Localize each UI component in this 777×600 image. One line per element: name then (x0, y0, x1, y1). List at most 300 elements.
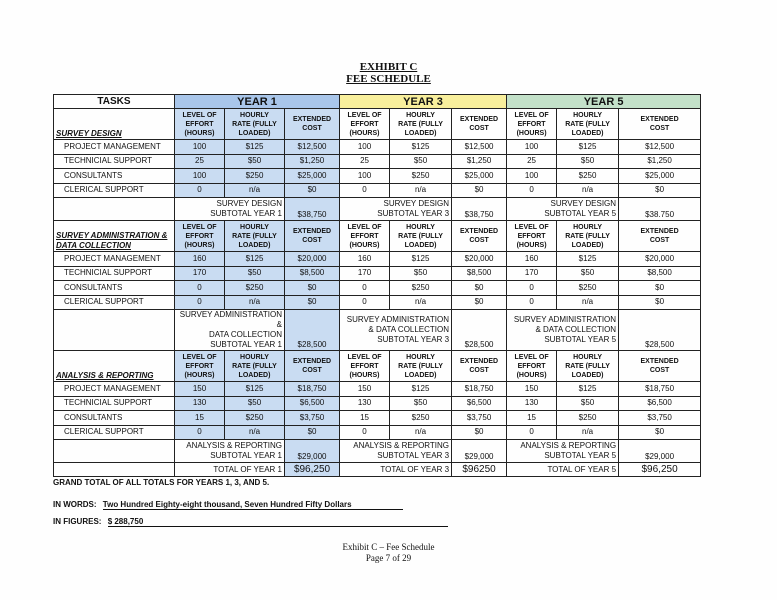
cost-cell: $3,750 (452, 411, 507, 426)
task-name: CLERICAL SUPPORT (54, 183, 175, 198)
task-name: TECHNICIAL SUPPORT (54, 266, 175, 281)
cost-cell: $20,000 (285, 252, 340, 267)
table-row (54, 295, 701, 310)
rate-cell: n/a (557, 295, 619, 310)
hours-cell: 100 (507, 169, 557, 184)
subtotal-value: $29,000 (452, 440, 507, 463)
rate-cell: n/a (390, 295, 452, 310)
rate-header-line: RATE (FULLY (398, 362, 443, 370)
rate-header-line: RATE (FULLY (565, 362, 610, 370)
section-title (54, 351, 175, 382)
subtotal-label (507, 440, 619, 463)
cost-cell: $0 (285, 183, 340, 198)
cost-cell: $25,000 (452, 169, 507, 184)
section-title-line: SURVEY ADMINISTRATION & (56, 231, 168, 240)
rate-cell: $50 (390, 396, 452, 411)
effort-header-line: (HOURS) (516, 241, 547, 249)
table-row (54, 382, 701, 397)
task-name: PROJECT MANAGEMENT (54, 140, 175, 155)
cost-header-line: COST (469, 125, 489, 132)
table-row (54, 281, 701, 296)
cost-header-line: EXTENDED (640, 116, 679, 123)
subtotal-label-line: SUBTOTAL YEAR 5 (544, 451, 617, 460)
cost-cell: $0 (285, 281, 340, 296)
cost-column-header (452, 109, 507, 140)
cost-cell: $12,500 (452, 140, 507, 155)
subtotal-label-line: SUBTOTAL YEAR 1 (210, 451, 282, 460)
rate-cell: $250 (557, 169, 619, 184)
subtotal-spacer (54, 310, 175, 351)
cost-cell: $0 (452, 281, 507, 296)
in-figures-value: $ 288,750 (108, 517, 448, 527)
rate-cell: $50 (225, 396, 285, 411)
hours-cell: 0 (340, 183, 390, 198)
cost-cell: $6,500 (285, 396, 340, 411)
cost-header-line: EXTENDED (292, 116, 332, 123)
task-name: PROJECT MANAGEMENT (54, 252, 175, 267)
effort-header-line: LEVEL OF (514, 223, 549, 231)
cost-cell: $25,000 (619, 169, 701, 184)
rate-cell: $125 (557, 140, 619, 155)
effort-header-line: LEVEL OF (514, 353, 549, 361)
column-header-row (54, 221, 701, 252)
cost-cell: $3,750 (619, 411, 701, 426)
rate-column-header (225, 109, 285, 140)
hours-cell: 100 (507, 140, 557, 155)
hours-cell: 170 (175, 266, 225, 281)
year-header-row (54, 95, 701, 109)
rate-cell: $125 (225, 140, 285, 155)
hours-cell: 0 (507, 183, 557, 198)
hours-cell: 100 (340, 140, 390, 155)
rate-header-line: LOADED) (404, 129, 437, 137)
effort-header-line: (HOURS) (184, 241, 215, 249)
effort-header-line: LEVEL OF (182, 353, 217, 361)
rate-header-line: RATE (FULLY (232, 362, 277, 370)
rate-cell: $250 (390, 411, 452, 426)
rate-column-header (225, 351, 285, 382)
effort-column-header (175, 351, 225, 382)
table-row (54, 266, 701, 281)
rate-header-line: LOADED) (571, 241, 604, 249)
exhibit-title: EXHIBIT C (359, 61, 418, 73)
cost-cell: $8,500 (452, 266, 507, 281)
subtotal-value: $38,750 (285, 198, 340, 221)
hours-cell: 100 (175, 169, 225, 184)
hours-cell: 0 (175, 425, 225, 440)
effort-header-line: (HOURS) (349, 241, 380, 249)
hours-cell: 160 (175, 252, 225, 267)
subtotal-label (175, 440, 285, 463)
rate-header-line: RATE (FULLY (398, 120, 443, 128)
hours-cell: 15 (175, 411, 225, 426)
effort-header-line: EFFORT (350, 362, 379, 370)
rate-header-line: LOADED) (404, 371, 437, 379)
cost-cell: $25,000 (285, 169, 340, 184)
task-name: CLERICAL SUPPORT (54, 425, 175, 440)
cost-column-header (452, 351, 507, 382)
effort-column-header (507, 221, 557, 252)
rate-header-line: LOADED) (404, 241, 437, 249)
task-name: CONSULTANTS (54, 411, 175, 426)
year-total-value: $96,250 (285, 463, 340, 477)
subtotal-spacer (54, 198, 175, 221)
fee-schedule-subtitle: FEE SCHEDULE (346, 73, 431, 85)
rate-cell: n/a (390, 183, 452, 198)
cost-cell: $8,500 (619, 266, 701, 281)
hours-cell: 25 (507, 154, 557, 169)
rate-header-line: HOURLY (406, 353, 435, 361)
effort-column-header (175, 109, 225, 140)
effort-header-line: (HOURS) (184, 371, 215, 379)
effort-header-line: (HOURS) (349, 371, 380, 379)
cost-cell: $0 (452, 425, 507, 440)
rate-cell: $125 (390, 252, 452, 267)
year-header-5: YEAR 5 (507, 95, 701, 109)
subtotal-value: $29,000 (619, 440, 701, 463)
task-name: CONSULTANTS (54, 169, 175, 184)
subtotal-value: $28,500 (452, 310, 507, 351)
effort-header-line: LEVEL OF (347, 223, 382, 231)
subtotal-label-line: SUBTOTAL YEAR 3 (377, 451, 450, 460)
effort-header-line: EFFORT (350, 232, 379, 240)
subtotal-label-line: SUBTOTAL YEAR 1 (210, 340, 282, 349)
section-title (54, 221, 175, 252)
rate-column-header (557, 109, 619, 140)
section-title-line: SURVEY DESIGN (56, 129, 122, 138)
year-total-label: TOTAL OF YEAR 1 (175, 463, 285, 477)
hours-cell: 0 (175, 295, 225, 310)
table-row (54, 140, 701, 155)
cost-cell: $20,000 (452, 252, 507, 267)
effort-header-line: LEVEL OF (514, 111, 549, 119)
cost-header-line: COST (649, 125, 670, 132)
hours-cell: 15 (507, 411, 557, 426)
subtotal-label-line: & DATA COLLECTION (535, 325, 617, 334)
effort-header-line: LEVEL OF (182, 223, 217, 231)
hours-cell: 160 (340, 252, 390, 267)
effort-header-line: EFFORT (517, 232, 546, 240)
rate-header-line: HOURLY (240, 223, 269, 231)
rate-header-line: RATE (FULLY (565, 232, 610, 240)
rate-header-line: LOADED) (571, 371, 604, 379)
cost-cell: $0 (619, 295, 701, 310)
subtotal-label-line: SURVEY ADMINISTRATION (346, 315, 450, 324)
subtotal-label-line: SURVEY DESIGN (216, 199, 282, 208)
effort-column-header (507, 109, 557, 140)
subtotal-row (54, 440, 701, 463)
table-row (54, 425, 701, 440)
hours-cell: 100 (340, 169, 390, 184)
task-name: TECHNICIAL SUPPORT (54, 396, 175, 411)
rate-cell: n/a (557, 183, 619, 198)
rate-header-line: LOADED) (238, 241, 271, 249)
year-total-value: $96,250 (619, 463, 701, 477)
cost-column-header (619, 351, 701, 382)
section-title (54, 109, 175, 140)
effort-column-header (507, 351, 557, 382)
tasks-header: TASKS (54, 95, 175, 109)
rate-header-line: RATE (FULLY (232, 232, 277, 240)
rate-header-line: RATE (FULLY (398, 232, 443, 240)
effort-header-line: EFFORT (517, 362, 546, 370)
effort-header-line: EFFORT (185, 120, 214, 128)
hours-cell: 170 (340, 266, 390, 281)
rate-cell: $250 (390, 281, 452, 296)
effort-header-line: LEVEL OF (182, 111, 217, 119)
rate-cell: $50 (390, 266, 452, 281)
hours-cell: 0 (175, 281, 225, 296)
rate-cell: n/a (557, 425, 619, 440)
rate-cell: $125 (225, 382, 285, 397)
year-header-1: YEAR 1 (175, 95, 340, 109)
hours-cell: 0 (507, 281, 557, 296)
subtotal-row (54, 198, 701, 221)
hours-cell: 0 (507, 295, 557, 310)
hours-cell: 130 (507, 396, 557, 411)
subtotal-label-line: SUBTOTAL YEAR 5 (544, 209, 617, 218)
rate-header-line: HOURLY (406, 223, 435, 231)
cost-header-line: EXTENDED (292, 228, 332, 235)
effort-column-header (340, 109, 390, 140)
cost-cell: $0 (619, 281, 701, 296)
grand-total-label: GRAND TOTAL OF ALL TOTALS FOR YEARS 1, 3, AND 5. (53, 478, 270, 487)
hours-cell: 150 (507, 382, 557, 397)
subtotal-label (340, 440, 452, 463)
cost-header-line: EXTENDED (640, 228, 679, 235)
subtotal-label (175, 310, 285, 351)
cost-cell: $0 (285, 425, 340, 440)
rate-column-header (225, 221, 285, 252)
rate-cell: $125 (390, 382, 452, 397)
footer-page-number: Page 7 of 29 (365, 553, 412, 563)
rate-cell: $250 (225, 281, 285, 296)
cost-cell: $0 (285, 295, 340, 310)
rate-cell: $50 (557, 396, 619, 411)
cost-column-header (285, 221, 340, 252)
rate-cell: $250 (557, 411, 619, 426)
rate-cell: $250 (390, 169, 452, 184)
cost-header-line: EXTENDED (459, 228, 499, 235)
rate-cell: $50 (225, 266, 285, 281)
cost-cell: $8,500 (285, 266, 340, 281)
cost-column-header (285, 109, 340, 140)
effort-header-line: EFFORT (185, 362, 214, 370)
cost-cell: $18,750 (619, 382, 701, 397)
rate-header-line: LOADED) (238, 129, 271, 137)
table-row (54, 252, 701, 267)
rate-cell: $250 (557, 281, 619, 296)
rate-column-header (390, 221, 452, 252)
cost-header-line: COST (469, 237, 489, 244)
effort-column-header (175, 221, 225, 252)
hours-cell: 0 (507, 425, 557, 440)
cost-cell: $12,500 (619, 140, 701, 155)
rate-header-line: LOADED) (571, 129, 604, 137)
subtotal-label (507, 310, 619, 351)
table-row (54, 396, 701, 411)
rate-header-line: LOADED) (238, 371, 271, 379)
hours-cell: 160 (507, 252, 557, 267)
effort-header-line: (HOURS) (349, 129, 380, 137)
task-name: CONSULTANTS (54, 281, 175, 296)
cost-cell: $6,500 (619, 396, 701, 411)
hours-cell: 0 (340, 425, 390, 440)
subtotal-label-line: SUBTOTAL YEAR 3 (377, 335, 450, 344)
cost-cell: $6,500 (452, 396, 507, 411)
rate-header-line: HOURLY (573, 223, 603, 231)
subtotal-value: $28,500 (285, 310, 340, 351)
table-row (54, 169, 701, 184)
hours-cell: 0 (175, 183, 225, 198)
rate-header-line: HOURLY (240, 111, 269, 119)
cost-header-line: COST (302, 125, 322, 132)
hours-cell: 150 (175, 382, 225, 397)
effort-column-header (340, 221, 390, 252)
subtotal-label (507, 198, 619, 221)
year-total-label: TOTAL OF YEAR 5 (507, 463, 619, 477)
hours-cell: 150 (340, 382, 390, 397)
rate-column-header (390, 351, 452, 382)
rate-cell: $50 (557, 154, 619, 169)
cost-cell: $18,750 (452, 382, 507, 397)
subtotal-label (340, 310, 452, 351)
column-header-row (54, 351, 701, 382)
subtotal-label-line: ANALYSIS & REPORTING (520, 441, 617, 450)
effort-header-line: (HOURS) (184, 129, 215, 137)
cost-header-line: COST (302, 367, 322, 374)
subtotal-label-line: DATA COLLECTION (208, 330, 282, 339)
effort-header-line: LEVEL OF (347, 353, 382, 361)
column-header-row (54, 109, 701, 140)
hours-cell: 170 (507, 266, 557, 281)
subtotal-label (340, 198, 452, 221)
cost-header-line: COST (302, 237, 322, 244)
table-row (54, 183, 701, 198)
section-title-line: ANALYSIS & REPORTING (56, 371, 154, 380)
cost-cell: $0 (619, 183, 701, 198)
cost-column-header (285, 351, 340, 382)
rate-cell: n/a (225, 295, 285, 310)
total-spacer (54, 463, 175, 477)
year-header-3: YEAR 3 (340, 95, 507, 109)
rate-header-line: HOURLY (240, 353, 269, 361)
cost-cell: $12,500 (285, 140, 340, 155)
subtotal-value: $38,750 (452, 198, 507, 221)
subtotal-value: $29,000 (285, 440, 340, 463)
table-row (54, 154, 701, 169)
in-figures-label: IN FIGURES: (53, 517, 102, 526)
effort-header-line: EFFORT (350, 120, 379, 128)
year-total-label: TOTAL OF YEAR 3 (340, 463, 452, 477)
rate-header-line: RATE (FULLY (232, 120, 277, 128)
total-row (54, 463, 701, 477)
subtotal-label-line: SURVEY DESIGN (550, 199, 617, 208)
task-name: TECHNICIAL SUPPORT (54, 154, 175, 169)
subtotal-label-line: ANALYSIS & REPORTING (353, 441, 450, 450)
cost-cell: $1,250 (452, 154, 507, 169)
rate-column-header (390, 109, 452, 140)
rate-column-header (557, 351, 619, 382)
year-total-value: $96250 (452, 463, 507, 477)
cost-cell: $20,000 (619, 252, 701, 267)
section-title-line: DATA COLLECTION (56, 241, 131, 250)
subtotal-label-line: & DATA COLLECTION (368, 325, 450, 334)
effort-header-line: (HOURS) (516, 371, 547, 379)
subtotal-label-line: ANALYSIS & REPORTING (186, 441, 282, 450)
cost-cell: $3,750 (285, 411, 340, 426)
cost-column-header (619, 221, 701, 252)
cost-header-line: EXTENDED (459, 116, 499, 123)
cost-cell: $18,750 (285, 382, 340, 397)
hours-cell: 25 (340, 154, 390, 169)
cost-header-line: COST (469, 367, 489, 374)
subtotal-label (175, 198, 285, 221)
effort-header-line: LEVEL OF (347, 111, 382, 119)
rate-header-line: HOURLY (573, 111, 603, 119)
effort-header-line: EFFORT (185, 232, 214, 240)
hours-cell: 25 (175, 154, 225, 169)
in-words-value: Two Hundred Eighty-eight thousand, Seven Hundred Fifty Dollars (103, 500, 403, 510)
cost-header-line: COST (649, 237, 670, 244)
hours-cell: 0 (340, 281, 390, 296)
hours-cell: 130 (175, 396, 225, 411)
rate-header-line: RATE (FULLY (565, 120, 610, 128)
rate-cell: n/a (225, 183, 285, 198)
cost-column-header (452, 221, 507, 252)
hours-cell: 0 (340, 295, 390, 310)
cost-header-line: COST (649, 367, 670, 374)
subtotal-label-line: SURVEY ADMINISTRATION (513, 315, 617, 324)
in-words-label: IN WORDS: (53, 500, 97, 509)
cost-cell: $0 (452, 183, 507, 198)
effort-column-header (340, 351, 390, 382)
subtotal-row (54, 310, 701, 351)
rate-cell: $125 (557, 382, 619, 397)
cost-cell: $0 (619, 425, 701, 440)
task-name: PROJECT MANAGEMENT (54, 382, 175, 397)
hours-cell: 15 (340, 411, 390, 426)
subtotal-label-line: SURVEY DESIGN (383, 199, 450, 208)
cost-header-line: EXTENDED (640, 358, 679, 365)
subtotal-label-line: SUBTOTAL YEAR 5 (544, 335, 617, 344)
subtotal-label-line: SUBTOTAL YEAR 3 (377, 209, 450, 218)
rate-column-header (557, 221, 619, 252)
rate-cell: n/a (390, 425, 452, 440)
table-row (54, 411, 701, 426)
subtotal-value: $38.750 (619, 198, 701, 221)
rate-cell: $125 (557, 252, 619, 267)
hours-cell: 130 (340, 396, 390, 411)
rate-header-line: HOURLY (573, 353, 603, 361)
subtotal-label-line: SURVEY ADMINISTRATION & (179, 310, 282, 329)
rate-cell: $250 (225, 169, 285, 184)
cost-cell: $0 (452, 295, 507, 310)
in-figures-line (53, 517, 448, 527)
hours-cell: 100 (175, 140, 225, 155)
rate-cell: $125 (225, 252, 285, 267)
rate-cell: $50 (557, 266, 619, 281)
cost-header-line: EXTENDED (292, 358, 332, 365)
rate-cell: $125 (390, 140, 452, 155)
cost-cell: $1,250 (285, 154, 340, 169)
subtotal-label-line: SUBTOTAL YEAR 1 (210, 209, 282, 218)
cost-header-line: EXTENDED (459, 358, 499, 365)
cost-cell: $1,250 (619, 154, 701, 169)
in-words-line (53, 500, 403, 510)
subtotal-value: $28,500 (619, 310, 701, 351)
footer-title: Exhibit C – Fee Schedule (342, 542, 435, 552)
